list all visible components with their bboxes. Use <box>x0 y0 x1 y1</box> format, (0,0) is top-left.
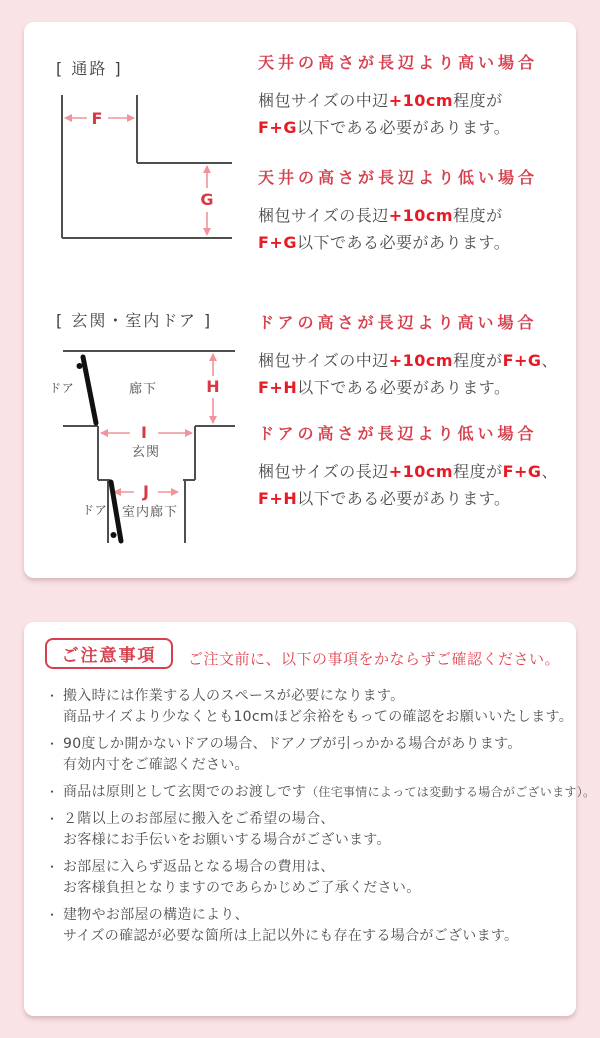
case-text: 梱包サイズの中辺+10cm程度がF+G、 F+H以下である必要があります。 <box>258 351 559 397</box>
case-title: ドアの高さが長辺より低い場合 <box>258 424 538 443</box>
list-item <box>46 809 566 851</box>
list-item-text: 搬入時には作業する人のスペースが必要になります。 商品サイズより少なくとも10cmほど余裕をもっての確認をお願いいたします。 <box>63 688 574 725</box>
list-item-text: お部屋に入らず返品となる場合の費用は、 お客様負担となりますのであらかじめご了承ください。 <box>63 859 421 896</box>
list-item-text: ２階以上のお部屋に搬入をご希望の場合、 お客様にお手伝いをお願いする場合がございます。 <box>63 811 391 848</box>
ceiling-higher-case <box>258 50 574 141</box>
measure-I-arrow <box>100 423 193 442</box>
bullet-glyph: ・ <box>46 785 59 799</box>
case-text: 梱包サイズの中辺+10cm程度が F+G以下である必要があります。 <box>258 91 511 137</box>
case-text: 梱包サイズの長辺+10cm程度が F+G以下である必要があります。 <box>258 206 511 252</box>
list-item-text: 90度しか開かないドアの場合、ドアノブが引っかかる場合があります。 有効内寸をご確認ください。 <box>63 736 522 773</box>
list-item-text: 商品は原則として玄関でのお渡しです（住宅事情によっては変動する場合がございます）。 <box>63 784 596 800</box>
entrance-label: 玄関 <box>131 445 161 460</box>
case-title: ドアの高さが長辺より高い場合 <box>258 313 538 332</box>
door-lower-case <box>258 421 574 512</box>
measure-F-arrow <box>64 109 135 128</box>
measure-J-arrow <box>113 482 179 501</box>
list-item <box>46 782 596 803</box>
door-top-label: ドア <box>49 381 75 395</box>
bullet-glyph: ・ <box>46 860 59 874</box>
entrance-door-diagram <box>42 340 257 560</box>
notice-intro: ご注文前に、以下の事項をかならずご確認ください。 <box>188 650 561 668</box>
list-item <box>46 857 566 899</box>
passage-section-label: [ 通路 ] <box>56 59 123 78</box>
door-bottom-label: ドア <box>82 503 108 517</box>
list-item <box>46 686 574 728</box>
measure-G-label: G <box>200 190 214 209</box>
bullet-glyph: ・ <box>46 812 59 826</box>
measure-I-label: I <box>141 423 147 442</box>
bullet-glyph: ・ <box>46 737 59 751</box>
measure-H-arrow <box>206 353 219 424</box>
corridor-diagram <box>42 88 257 273</box>
measure-G-arrow <box>200 165 213 236</box>
bullet-glyph: ・ <box>46 908 59 922</box>
list-item-text: 建物やお部屋の構造により、 サイズの確認が必要な箇所は上記以外にも存在する場合がございます。 <box>63 907 519 944</box>
notice-badge: ご注意事項 <box>45 638 173 669</box>
list-item <box>46 905 566 947</box>
measure-F-label: F <box>91 109 103 128</box>
ceiling-lower-case <box>258 165 574 256</box>
bullet-glyph: ・ <box>46 689 59 703</box>
case-text: 梱包サイズの長辺+10cm程度がF+G、 F+H以下である必要があります。 <box>258 462 559 508</box>
inner-hallway-label: 室内廊下 <box>121 505 179 520</box>
measure-J-label: J <box>143 482 149 501</box>
measure-H-label: H <box>206 377 220 396</box>
entrance-door-shape <box>77 357 97 423</box>
list-item <box>46 734 566 776</box>
case-title: 天井の高さが長辺より低い場合 <box>258 168 539 187</box>
notice-card <box>24 622 596 1016</box>
hallway-label: 廊下 <box>128 382 158 397</box>
notice-list <box>46 686 596 953</box>
size-check-card <box>24 22 576 578</box>
door-section-label: [ 玄関・室内ドア ] <box>56 311 213 330</box>
case-title: 天井の高さが長辺より高い場合 <box>258 53 539 72</box>
door-higher-case <box>258 310 574 401</box>
